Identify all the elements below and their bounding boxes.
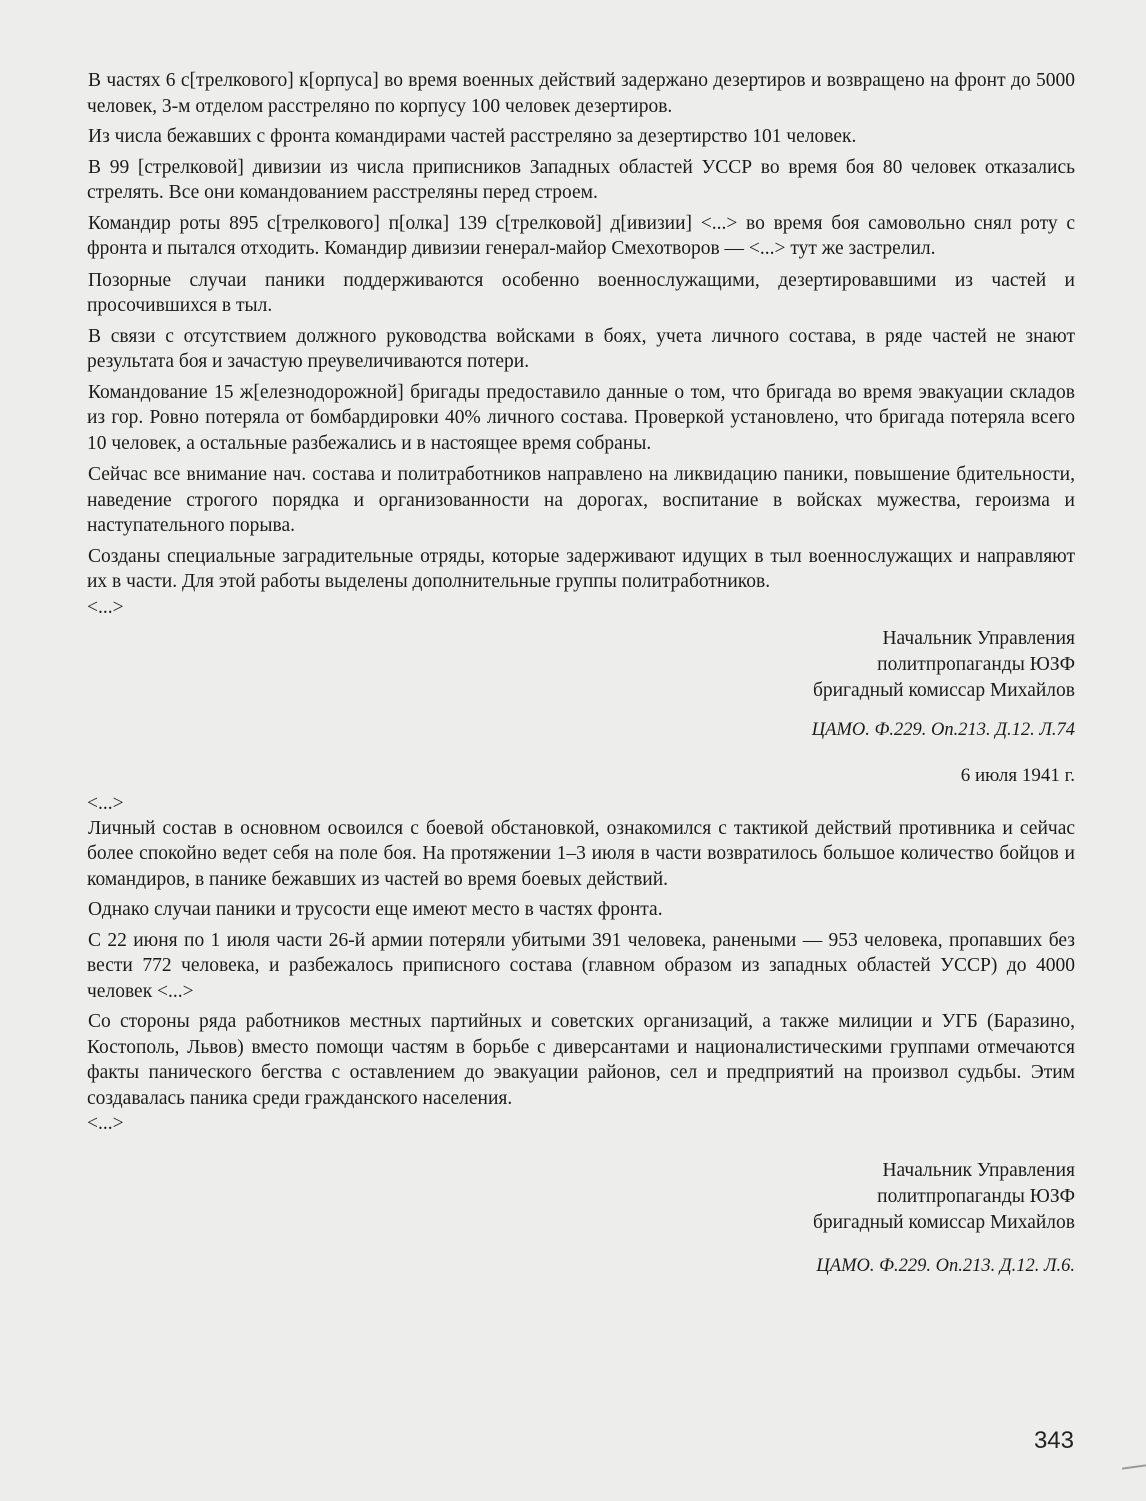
paragraph: В 99 [стрелковой] дивизии из числа приписников Западных областей УССР во время боя 80 человек отказались стрелять. Все они командованием расстреляны перед строем. (87, 156, 1075, 203)
paragraph: Командование 15 ж[елезнодорожной] бригады предоставило данные о том, что бригада во время эвакуации складов из гор. Ровно потеряла от бомбардировки 40% личного состава. Проверкой установлено, что бригада потеряла всего 10 человек, а остальные разбежались и в настоящее время собраны. (87, 381, 1075, 454)
paragraph: Однако случаи паники и трусости еще имеют место в частях фронта. (88, 899, 663, 920)
paragraph: Созданы специальные заградительные отряды, которые задерживают идущих в тыл военнослужащих и направляют их в части. Для этой работы выделены дополнительные группы политработников. (87, 545, 1075, 592)
paragraph: Командир роты 895 с[трелкового] п[олка] 139 с[трелковой] д[ивизии] <...> во время боя самовольно снял роту с фронта и пытался отходить. Командир дивизии генерал-майор Смехотворов — <...> тут же застрелил. (87, 212, 1075, 259)
page-number: 343 (1033, 1427, 1074, 1454)
paragraph: В частях 6 с[трелкового] к[орпуса] во время военных действий задержано дезертиров и возвращено на фронт до 5000 человек, 3-м отделом расстреляно по корпусу 100 человек дезертиров. (87, 70, 1075, 117)
signature-block (87, 1158, 1075, 1236)
omission-mark: <...> (87, 596, 124, 618)
paragraph: Сейчас все внимание нач. состава и политработников направлено на ликвидацию паники, повышение бдительности, наведение строгого порядка и организованности на дорогах, воспитание в войсках мужества, героизма и наступательного порыва. (87, 464, 1075, 536)
archive-reference: ЦАМО. Ф.229. Оп.213. Д.12. Л.6. (816, 1256, 1075, 1276)
paragraph: В связи с отсутствием должного руководства войсками в боях, учета личного состава, в ряде частей не знают результата боя и зачастую преувеличиваются потери. (87, 325, 1075, 372)
signature-title: Начальник Управления (882, 1160, 1075, 1181)
paragraph: Со стороны ряда работников местных партийных и советских организаций, а также милиции и УГБ (Баразино, Костополь, Львов) вместо помощи частям в борьбе с диверсантами и националистическими группами отмечаются факты панического бегства с оставлением до эвакуации районов, сел и предприятий на произвол судьбы. Этим создавалась паника среди гражданского населения. (87, 1011, 1075, 1109)
signature-title: Начальник Управления (882, 627, 1075, 649)
paragraph: Позорные случаи паники поддерживаются особенно военнослужащими, дезертировавшими из частей и просочившихся в тыл. (87, 269, 1075, 316)
page-edge-mark (1122, 1464, 1146, 1469)
omission-mark: <...> (87, 1113, 124, 1134)
document-date: 6 июля 1941 г. (960, 764, 1075, 786)
signature-department: политпропаганды ЮЗФ (877, 1186, 1075, 1207)
omission-mark: <...> (87, 792, 124, 814)
signature-department: политпропаганды ЮЗФ (877, 653, 1075, 675)
signature-name: бригадный комиссар Михайлов (812, 1212, 1075, 1233)
paragraph: С 22 июня по 1 июля части 26-й армии потеряли убитыми 391 человека, ранеными — 953 человека, пропавших без вести 772 человека, и разбежалось приписного состава (главном образом из западных областей УССР) до 4000 человек <...> (87, 929, 1075, 1002)
signature-name: бригадный комиссар Михайлов (812, 679, 1075, 701)
paragraph: Личный состав в основном освоился с боевой обстановкой, ознакомился с тактикой действий противника и сейчас более спокойно ведет себя на поле боя. На протяжении 1–3 июля в части возвратилось большое количество бойцов и командиров, в панике бежавших из частей во время боевых действий. (87, 817, 1075, 890)
page-content (87, 68, 1075, 1278)
archive-reference: ЦАМО. Ф.229. Оп.213. Д.12. Л.74 (811, 719, 1075, 740)
signature-block (87, 626, 1075, 704)
paragraph: Из числа бежавших с фронта командирами частей расстреляно за дезертирство 101 человек. (88, 126, 857, 147)
